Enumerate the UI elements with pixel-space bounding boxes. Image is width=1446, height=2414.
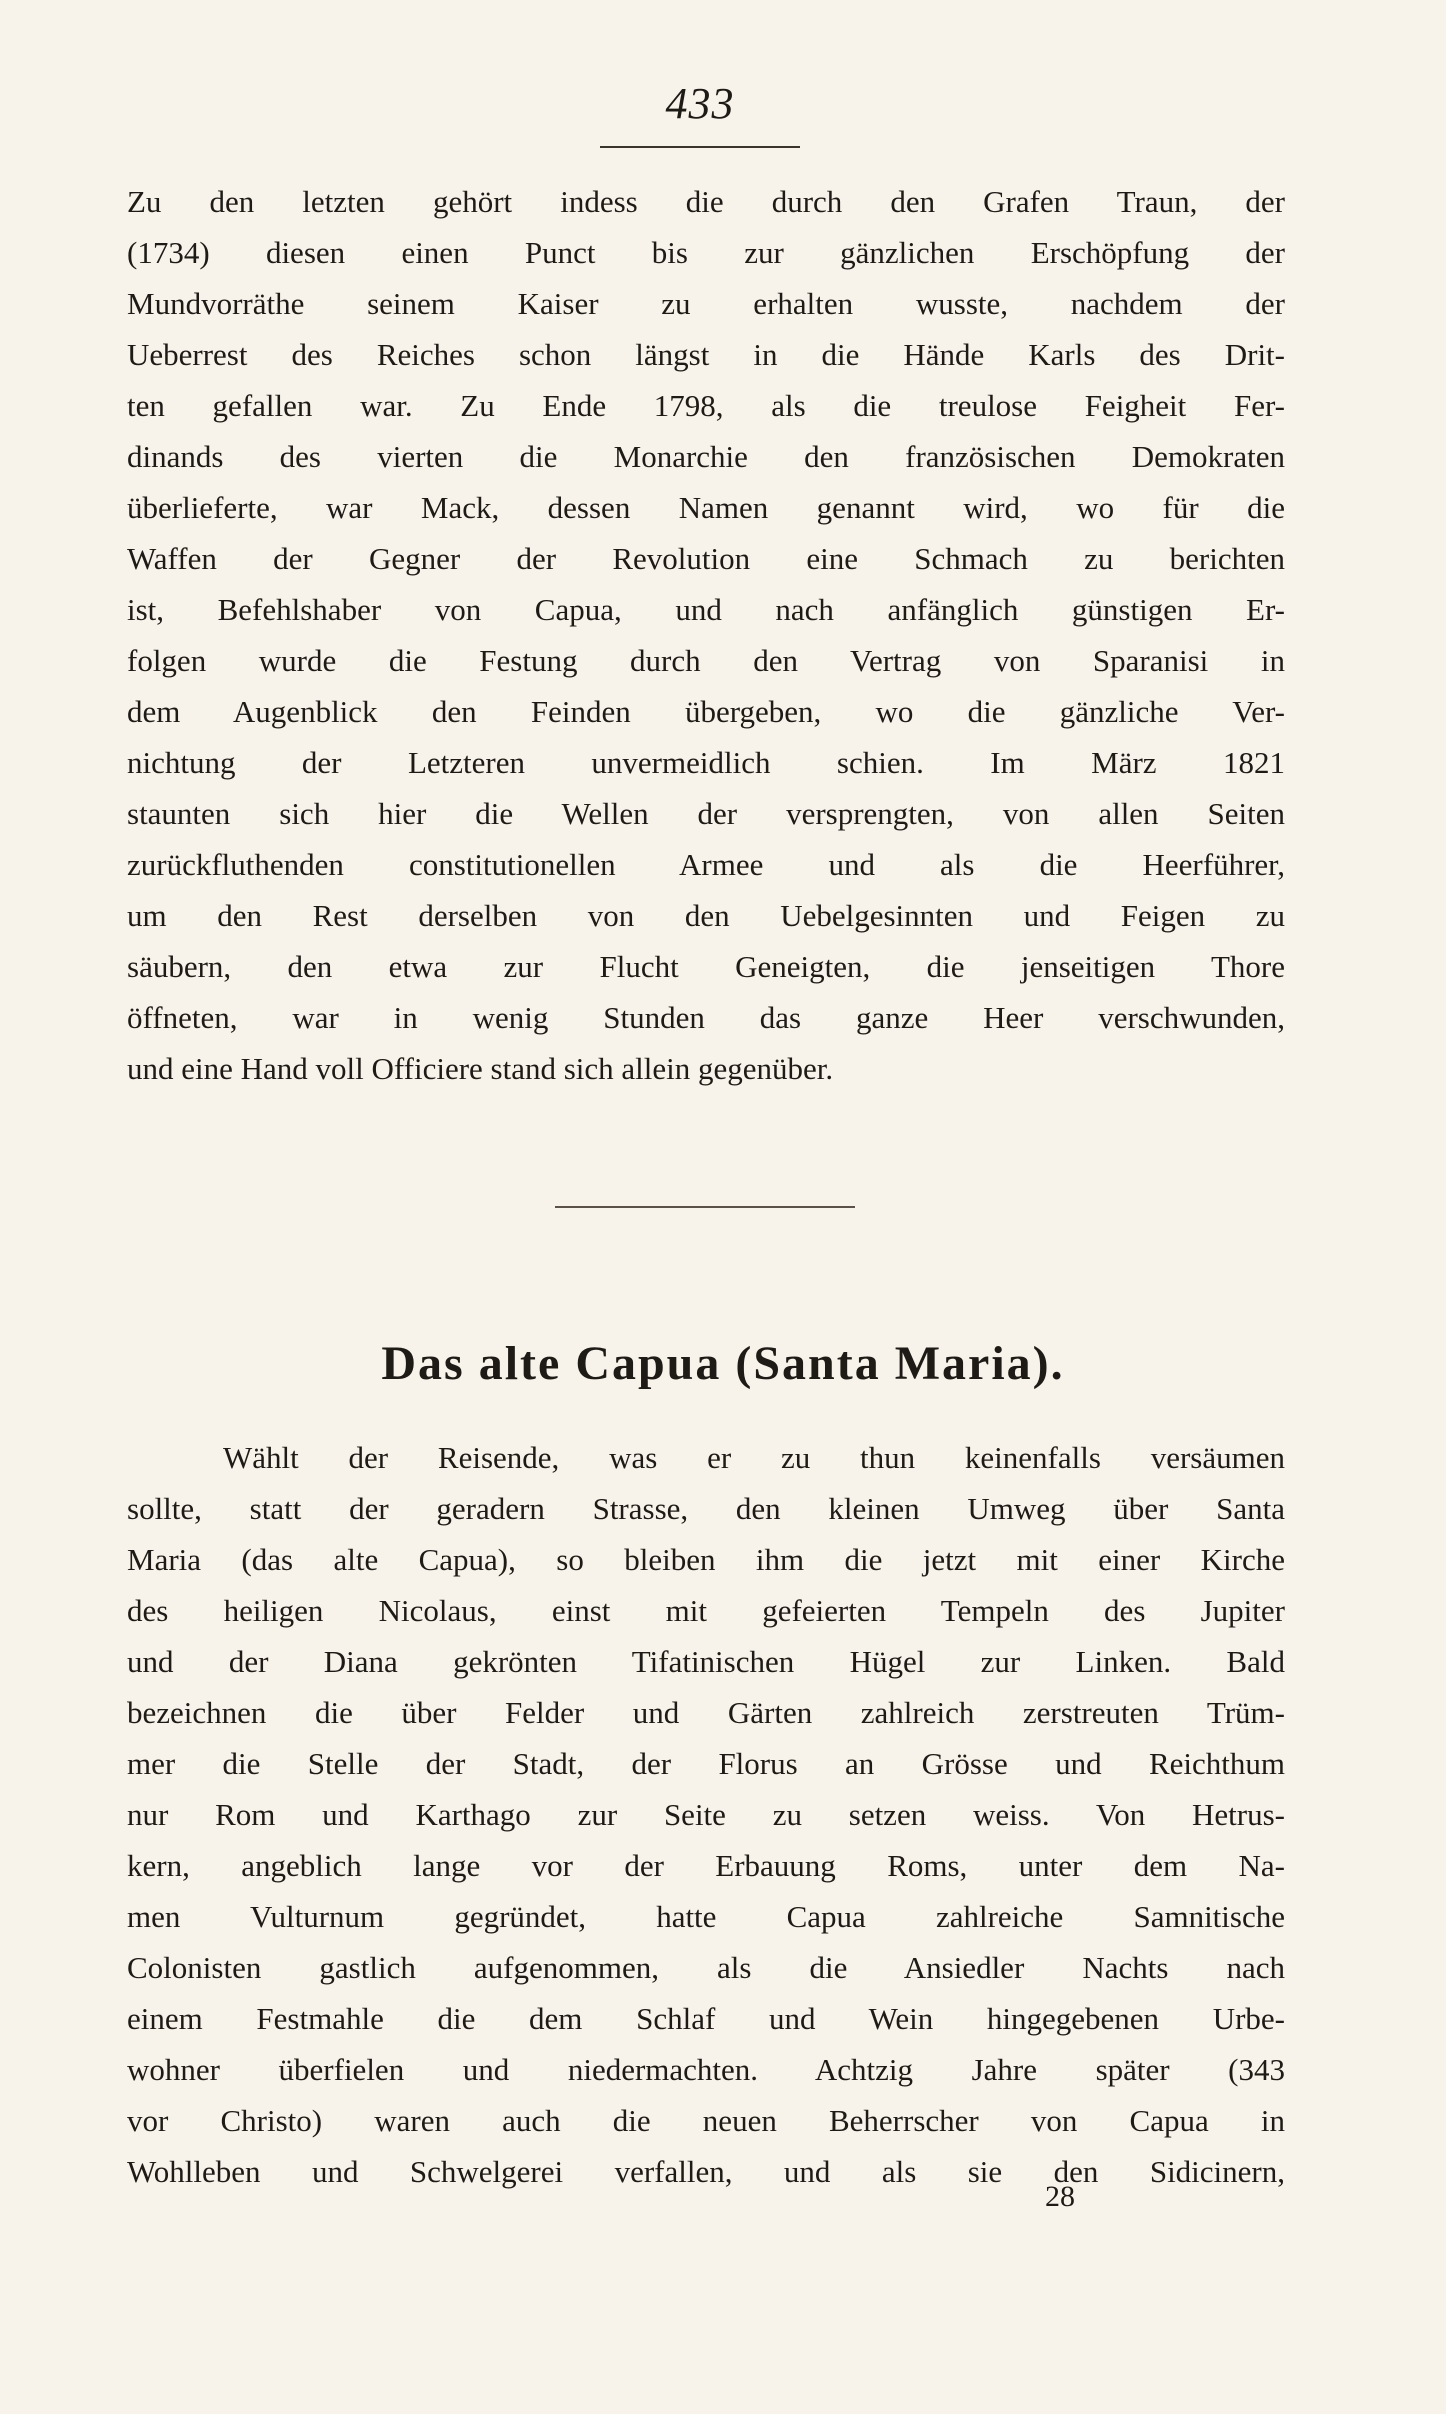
section-divider — [555, 1206, 855, 1208]
text-line: men Vulturnum gegründet, hatte Capua zahlreiche Samnitische — [127, 1899, 1285, 1934]
text-line: staunten sich hier die Wellen der versprengten, von allen Seiten — [127, 796, 1285, 831]
text-line: Colonisten gastlich aufgenommen, als die Ansiedler Nachts nach — [127, 1950, 1285, 1985]
text-line: kern, angeblich lange vor der Erbauung Roms, unter dem Na- — [127, 1848, 1285, 1883]
header-rule — [600, 146, 800, 148]
text-line: folgen wurde die Festung durch den Vertrag von Sparanisi in — [127, 643, 1285, 678]
text-line: des heiligen Nicolaus, einst mit gefeierten Tempeln des Jupiter — [127, 1593, 1285, 1628]
text-line: und eine Hand voll Officiere stand sich allein gegenüber. — [127, 1051, 834, 1086]
text-line: sollte, statt der geradern Strasse, den kleinen Umweg über Santa — [127, 1491, 1285, 1526]
text-line: bezeichnen die über Felder und Gärten zahlreich zerstreuten Trüm- — [127, 1695, 1285, 1730]
text-line: ist, Befehlshaber von Capua, und nach anfänglich günstigen Er- — [127, 592, 1285, 627]
text-line: Wohlleben und Schwelgerei verfallen, und als sie den Sidicinern, — [127, 2154, 1285, 2189]
text-line: einem Festmahle die dem Schlaf und Wein hingegebenen Urbe- — [127, 2001, 1285, 2036]
text-line: Mundvorräthe seinem Kaiser zu erhalten wusste, nachdem der — [127, 286, 1285, 321]
text-line: zurückfluthenden constitutionellen Armee und als die Heerführer, — [127, 847, 1285, 882]
text-line: um den Rest derselben von den Uebelgesinnten und Feigen zu — [127, 898, 1285, 933]
text-line: wohner überfielen und niedermachten. Achtzig Jahre später (343 — [127, 2052, 1285, 2087]
page-number: 433 — [665, 79, 735, 128]
text-line: mer die Stelle der Stadt, der Florus an Grösse und Reichthum — [127, 1746, 1285, 1781]
text-line: nichtung der Letzteren unvermeidlich schien. Im März 1821 — [127, 745, 1285, 780]
text-line: dinands des vierten die Monarchie den französischen Demokraten — [127, 439, 1285, 474]
text-line: dem Augenblick den Feinden übergeben, wo die gänzliche Ver- — [127, 694, 1285, 729]
text-line: nur Rom und Karthago zur Seite zu setzen weiss. Von Hetrus- — [127, 1797, 1285, 1832]
text-line: vor Christo) waren auch die neuen Beherrscher von Capua in — [127, 2103, 1285, 2138]
text-line: Waffen der Gegner der Revolution eine Schmach zu berichten — [127, 541, 1285, 576]
paragraph-section-2 — [127, 1432, 1285, 2197]
text-line: und der Diana gekrönten Tifatinischen Hügel zur Linken. Bald — [127, 1644, 1285, 1679]
text-line: Ueberrest des Reiches schon längst in die Hände Karls des Drit- — [127, 337, 1285, 372]
text-line: öffneten, war in wenig Stunden das ganze Heer verschwunden, — [127, 1000, 1285, 1035]
text-line: überlieferte, war Mack, dessen Namen genannt wird, wo für die — [127, 490, 1285, 525]
text-line: Wählt der Reisende, was er zu thun keinenfalls versäumen — [223, 1440, 1285, 1475]
text-line: säubern, den etwa zur Flucht Geneigten, die jenseitigen Thore — [127, 949, 1285, 984]
paragraph-section-1 — [127, 176, 1285, 1094]
text-line: Maria (das alte Capua), so bleiben ihm die jetzt mit einer Kirche — [127, 1542, 1285, 1577]
text-line: Zu den letzten gehört indess die durch den Grafen Traun, der — [127, 184, 1285, 219]
catchword: 28 — [1045, 2180, 1075, 2213]
text-line: ten gefallen war. Zu Ende 1798, als die treulose Feigheit Fer- — [127, 388, 1285, 423]
text-line: (1734) diesen einen Punct bis zur gänzlichen Erschöpfung der — [127, 235, 1285, 270]
section-heading: Das alte Capua (Santa Maria). — [381, 1337, 1065, 1390]
